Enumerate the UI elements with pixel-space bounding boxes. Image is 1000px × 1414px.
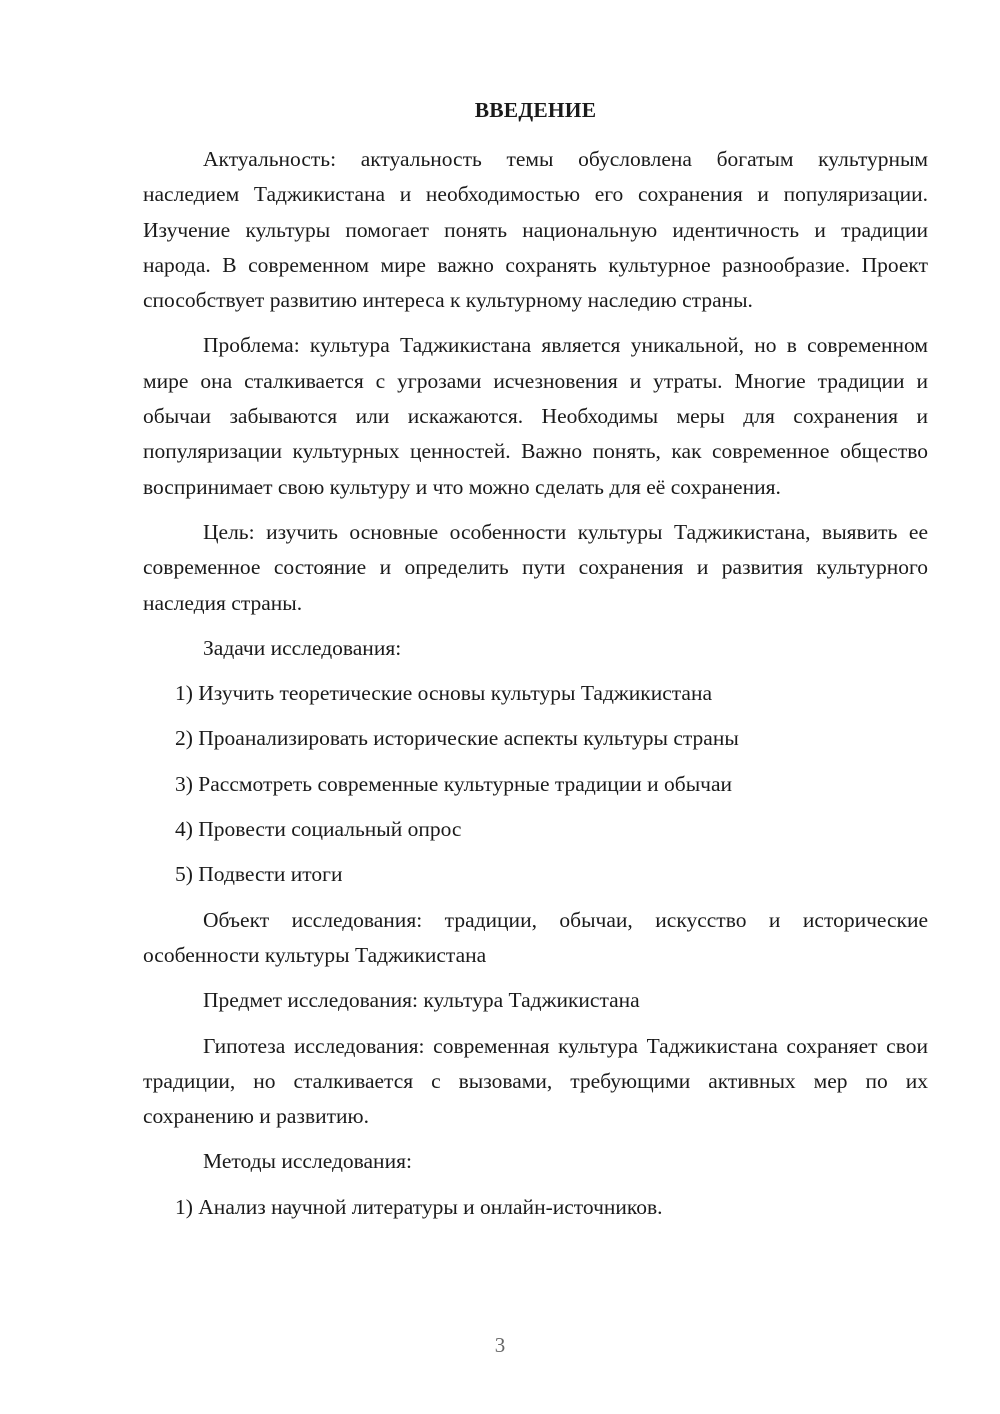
task-item: 5) Подвести итоги — [175, 862, 343, 887]
tasks-heading: Задачи исследования: — [203, 635, 402, 660]
methods-list — [143, 1190, 928, 1225]
task-item: 3) Рассмотреть современные культурные традиции и обычаи — [175, 771, 733, 796]
relevance-paragraph: Актуальность: актуальность темы обусловлена богатым культурным наследием Таджикистана и необходимостью его сохранения и популяризации. Изучение культуры помогает понять национальную идентичность и традиции народа. В современном мире важно сохранять культурное разнообразие. Проект способствует развитию интереса к культурному наследию страны. — [143, 147, 928, 313]
page-title: ВВЕДЕНИЕ — [474, 98, 597, 122]
task-item: 1) Изучить теоретические основы культуры Таджикистана — [175, 681, 713, 706]
object-paragraph: Объект исследования: традиции, обычаи, искусство и исторические особенности культуры Таджикистана — [143, 907, 928, 967]
page-number: 3 — [494, 1333, 506, 1357]
task-item: 2) Проанализировать исторические аспекты культуры страны — [175, 726, 739, 751]
tasks-list — [143, 676, 928, 892]
method-item: 1) Анализ научной литературы и онлайн-источников. — [175, 1194, 663, 1219]
hypothesis-paragraph: Гипотеза исследования: современная культура Таджикистана сохраняет свои традиции, но сталкивается с вызовами, требующими активных мер по их сохранению и развитию. — [143, 1033, 928, 1129]
goal-paragraph: Цель: изучить основные особенности культуры Таджикистана, выявить ее современное состояние и определить пути сохранения и развития культурного наследия страны. — [143, 519, 928, 615]
problem-paragraph: Проблема: культура Таджикистана является уникальной, но в современном мире она сталкивается с угрозами исчезновения и утраты. Многие традиции и обычаи забываются или искажаются. Необходимы меры для сохранения и популяризации культурных ценностей. Важно понять, как современное общество воспринимает свою культуру и что можно сделать для её сохранения. — [143, 333, 928, 499]
methods-heading: Методы исследования: — [203, 1149, 412, 1174]
task-item: 4) Провести социальный опрос — [175, 817, 462, 842]
document-page — [143, 96, 928, 1235]
subject-paragraph: Предмет исследования: культура Таджикистана — [203, 988, 640, 1013]
